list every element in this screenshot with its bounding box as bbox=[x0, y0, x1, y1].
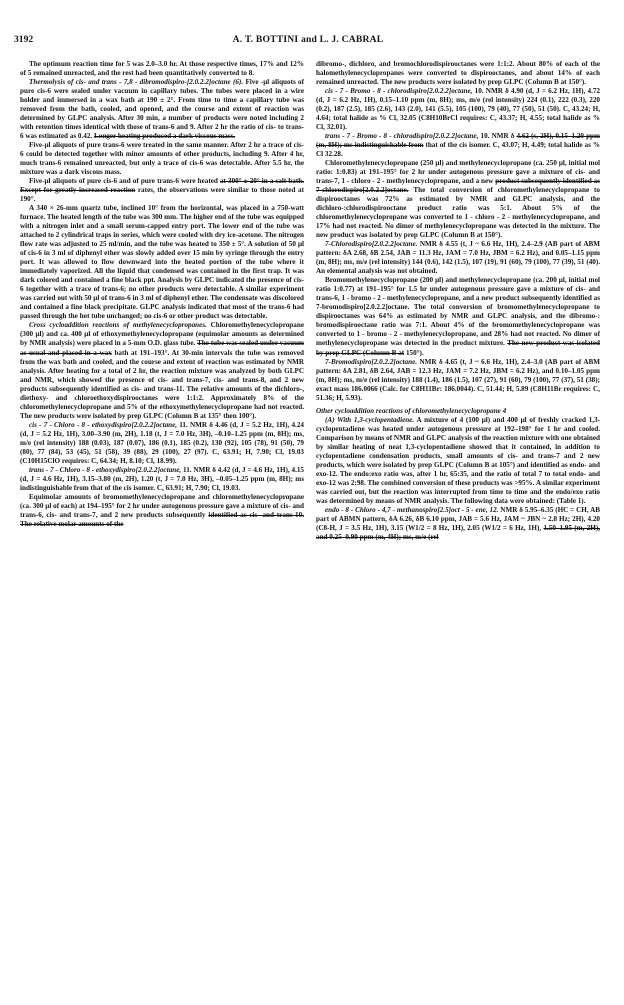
page-number: 3192 bbox=[14, 34, 34, 45]
paragraph bbox=[20, 493, 304, 529]
section-title: Thermolysis of cis- and trans - 7,8 - dibromodispiro-[2.0.2.2]octane (6). bbox=[29, 78, 244, 87]
running-head: A. T. BOTTINI and L. J. CABRAL bbox=[232, 34, 384, 45]
paragraph-body: 11. NMR δ 4.46 (d, J = 5.2 Hz, 1H), 4.24 (d, J = 5.2 Hz, 1H), 3.00–3.90 (m, 2H), 1.18 (t, J = 7.0 Hz, 3H), –0.10–1.25 ppm (m, 8H); ms, m/e (rel intensity) 188 (0.03), 187 (0.07), 186 (0.1), 185 (0.2), 130 (92), 105 (78), 91 (50), 79 (80), 77 (84), 53 (45), 51 (58), 39 (88), 29 (100), 27 (97). C, 63.91; H, 7.90; Cl, 19.03 (C10H15ClO requires: C, 64.34; H, 8.10; Cl, 18.99). bbox=[20, 420, 304, 465]
section-title: Other cycloaddition reactions of chloromethylenecyclopropane 4 bbox=[316, 406, 507, 415]
section-title: Cross cycloaddition reactions of methylenecyclopropanes. bbox=[29, 321, 207, 330]
struck-line: Longer heating produced a dark viscous mass. bbox=[94, 132, 236, 141]
paragraph-body: 10. NMR δ 4.90 (d, J = 6.2 Hz, 1H), 4.72 (d, J = 6.2 Hz, 1H), 0.15–1.10 ppm (m, 8H); ms, m/e (rel intensity) 224 (0.1), 222 (0.3), 220 (0.2), 187 (2.5), 185 (2.6), 143 (2.0), 141 (5.5), 105 (100), 79 (40), 77 (50), 51 (50). C, 43.24; H, 4.64; total halide as % Cl, 32.05 (C8H10BrCl requires: C, 43.37; H, 4.55; total halide as % Cl, 32.01). bbox=[316, 87, 600, 132]
paragraph bbox=[316, 506, 600, 542]
paragraph bbox=[20, 466, 304, 493]
compound-title: 7-Chlorodispiro[2.0.2.2]octane. bbox=[325, 240, 418, 249]
paragraph-body: NMR δ 4.55 (t, J ~ 6.6 Hz, 1H), 2.4–2.9 (AB part of ABM pattern: δA 2.68, δB 2.54, JAB = 11.3 Hz, JAM = 7.0 Hz, JBM = 6.2 Hz), and 0.05–1.15 ppm (m, 8H); ms, m/e (rel intensity) 144 (0.6), 142 (1.5), 107 (19), 91 (60), 79 (100), 77 (39), 51 (40). An elemental analysis was not obtained. bbox=[316, 240, 600, 276]
struck-line: The new product was isolated by prep GLPC (Column B at bbox=[316, 339, 600, 357]
paragraph-body: rates, the observations were similar to those noted at 190°. bbox=[20, 186, 304, 204]
page-header bbox=[14, 34, 602, 48]
struck-line: 1.50–1.95 (m, 2H), and 0.25–0.90 ppm (m, 4H); ms, m/e (rel bbox=[316, 523, 600, 541]
compound-title: trans - 7 - Chloro - 8 - ethoxydispiro[2.0.2.2]octane, bbox=[29, 465, 182, 474]
struck-line: 4.62 (s, 2H), 0.15–1.20 ppm (m, 8H); ms indistinguishable from bbox=[316, 132, 600, 150]
paragraph bbox=[316, 240, 600, 276]
paragraph-body: The total conversion of chloromethylenecyclopropane to dispirooctanes was 72% as estimated by NMR and GLPC analysis, and the dichloro-:chlorodispirooctane product ratio was 5:1. About 5% of the chloromethylenecyclopropane was converted to 1 - chloro - 2 - methylenecyclopropane, and 17% had not reacted. No dimer of methylenecyclopropane was detected in the mixture. The new product was isolated by prep GLPC (Column B at 150°). bbox=[316, 186, 600, 240]
paragraph bbox=[316, 132, 600, 159]
compound-title: cis - 7 - Bromo - 8 - chlorodispiro[2.0.2.2]octane, bbox=[325, 87, 473, 96]
paragraph-body: that of the cis isomer. C, 43.07; H, 4.49; total halide as % Cl 32.28. bbox=[316, 141, 600, 159]
left-column bbox=[20, 60, 304, 995]
paragraph bbox=[316, 358, 600, 403]
paragraph bbox=[316, 276, 600, 357]
struck-line: The tube was sealed under vacuum as usual and placed in a wax bbox=[20, 339, 304, 357]
paragraph bbox=[20, 78, 304, 141]
paragraph-body: 150°). bbox=[405, 348, 424, 357]
paragraph bbox=[316, 416, 600, 506]
paragraph-body: Bromomethylenecyclopropane (200 μl) and methylenecyclopropane (ca. 200 μl, initial mol ratio 1:0.77) at 191–195° for 1.5 hr under autogenous pressure gave a mixture of cis- and trans-6, 1 - bromo - 2 - methylenecyclopropane, and a new product subsequently identified as 7-bromodispiro[2.0.2.2]octane. The total conversion of bromomethylenecyclopropane to dispirooctanes was 64% as estimated by NMR and GLPC analysis, and the dibromo-: bromodispirooctane ratio was 7:1. About 4% of the bromomethylenecyclopropane was converted to 1 - bromo - 2 - methylenecyclopropane, and 28% had not reacted. No dimer of methylenecyclopropane was detected in the product mixture. bbox=[316, 276, 600, 348]
right-column bbox=[316, 60, 600, 995]
paragraph-body: A mixture of 4 (100 μl) and 400 μl of freshly cracked 1,3-cyclopentadiene was heated under autogenous pressure at 192–198° for 1 hr and cooled. Comparison by means of NMR and GLPC analysis of the reaction mixture with one obtained by similar heating of neat 1,3-cyclopentadiene showed that it contained, in addition to cyclopentadiene condensation products, small amounts of cis- and trans-7 and 2 new products, which were isolated by prep GLPC (Column B at 105°) and identified as endo- and exo-12. The endo:exo ratio was, after 1 hr, 65:35, and the ratio of total 7 to total endo- and exo-12 was 2:98. The combined conversion of these products was >95%. A similar experiment was carried out, but the reaction was interrupted from time to time and the endo/exo ratio was determined by means of NMR analysis. The following data were obtained: (Table 1). bbox=[316, 415, 600, 505]
compound-title: endo - 8 - Chloro - 4,7 - methanospiro[2.5]oct - 5 - ene, 12. bbox=[325, 505, 499, 514]
paragraph bbox=[20, 177, 304, 204]
paragraph-body: Chloromethylenecyclopropane (300 μl) and ca. 400 μl of ethoxymethylenecyclopropane (equimolar amounts as determined by NMR analysis) were placed in a 5-mm O.D. glass tube. bbox=[20, 321, 304, 348]
compound-title: trans - 7 - Bromo - 8 - chlorodispiro[2.0.2.2]octane, bbox=[325, 132, 479, 141]
struck-line: at 300° ± 20° in a salt bath. Except for greatly increased reaction bbox=[20, 177, 304, 195]
paragraph-body: Five -μl aliquots of pure cis-6 were sealed under vacuum in capillary tubes. The tubes were placed in a wire holder and immersed in a wax bath at 190 ± 2°. From time to time a capillary tube was removed from the bath, cooled, and opened, and the course and extent of reaction was determined by GLPC analysis. After 30 min, a number of products were noted including 2 with retention times identical with those of trans-6 and 9. After 2 hr the ratio of cis- to trans-6 was estimated as 0.42. bbox=[20, 78, 304, 141]
paragraph bbox=[20, 421, 304, 466]
paragraph: The optimum reaction time for 5 was 2.0–3.0 hr. At those respective times, 17% and 12% of 5 remained unreacted, and the rest had been quantitatively converted to 8. bbox=[20, 60, 304, 78]
paragraph: dibromo-, dichloro, and bromochlorodispirooctanes were 1:1:2. About 80% of each of the halomethylenecyclopropanes were converted to dispirooctanes, and about 14% of each remained unreacted. The new products were isolated by prep GLPC (Column B at 150°). bbox=[316, 60, 600, 87]
compound-title: cis - 7 - Chloro - 8 - ethoxydispiro[2.0.2.2]octane, bbox=[29, 420, 178, 429]
compound-title: 7-Bromodispiro[2.0.2.2]octane. bbox=[325, 357, 418, 366]
paragraph-body: 11. NMR δ 4.42 (d, J = 4.6 Hz, 1H), 4.15 (d, J = 4.6 Hz, 1H), 3.15–3.80 (m, 2H), 1.20 (t, J = 7.0 Hz, 3H), –0.05–1.25 ppm (m, 8H); ms indistinguishable from that of the cis isomer. C, 63.91; H, 7.90; Cl, 19.03. bbox=[20, 465, 304, 492]
paragraph-body: Equimolar amounts of bromomethylenecyclopropane and chloromethylenecyclopropane (ca. 300 μl of each) at 194–195° for 2 hr under autogenous pressure gave a mixture of cis- and trans-6, cis- and trans-7, and 2 new products subsequently bbox=[20, 492, 304, 519]
paragraph-body: 10. NMR δ bbox=[478, 132, 515, 141]
paragraph bbox=[316, 87, 600, 132]
paragraph bbox=[20, 321, 304, 420]
struck-line: product subsequently identified as 7-chlorodispiro[2.0.2.2]octane. bbox=[316, 177, 600, 195]
paragraph: A 340 × 26-mm quartz tube, inclined 10° from the horizontal, was placed in a 750-watt furnace. The heated length of the tube was 300 mm. The higher end of the tube was equipped with a nitrogen inlet and a small serum-capped entry port. The lower end of the tube was attached to 2 cylindrical traps in series, which were cooled with dry ice-acetone. The nitrogen flow rate was adjusted to 25 ml/min, and the tube was heated to 350 ± 5°. A solution of 50 μl of cis-6 in 3 ml of diphenyl ether was slowly added over 15 min by syringe through the entry port. It was allowed to flow downward into the heated portion of the tube where it immediately vaporized. All the liquid that condensed was contained in the first trap. It was dark colored and contained a fine black ppt. Analysis by GLPC indicated the presence of cis-6 together with a trace of trans-6; no other products were detectable. A similar experiment was carried out with 50 μl of trans-6 in 3 ml of diphenyl ether. The condensate was discolored and contained a fine black precipitate. GLPC analysis indicated that most of the trans-6 had passed through the hot tube unchanged; no cis-6 or other product was detectable. bbox=[20, 204, 304, 321]
paragraph-body: Five-μl aliquots of pure cis-6 and of pure trans-6 were heated bbox=[29, 177, 218, 186]
paragraph bbox=[316, 407, 600, 416]
paragraph-body: Chloromethylenecyclopropane (250 μl) and methylenecyclopropane (ca. 250 μl, initial mol ratio: 1:0.83) at 191–195° for 2 hr under autogenous pressure gave a mixture of cis- and trans-7, 1 - chloro - 2 - methylenecyclopropane, and a new bbox=[316, 159, 600, 186]
paragraph-body: bath at 191–193°. At 30-min intervals the tube was removed from the wax bath and cooled, and the course and extent of reaction was estimated by NMR analysis. After heating for a total of 2 hr, the reaction mixture was analyzed by both GLPC and NMR, which showed the presence of cis- and trans-7, cis- and trans-8, and 2 new products subsequently identified as cis- and trans-11. The relative amounts of the dichloro-, diethoxy- and chloroethoxydispirooctanes were 1:1:2. Approximately 8% of the chloromethylenecyclopropane and 5% of the ethoxymethylenecyclopropane had not reacted. The new products were isolated by prep GLPC (Column B at 135° then 100°). bbox=[20, 348, 304, 420]
subsection-title: (A) With 1,3-cyclopentadiene. bbox=[325, 415, 415, 424]
paragraph-body: NMR δ 5.95–6.35 (HC = CH, AB part of ABMN pattern, δA 6.26, δB 6.10 ppm, JAB = 5.6 Hz, JAM ~ JBN ~ 2.8 Hz; 2H), 4.20 (C8-H, J = 3.5 Hz, 1H), 3.15 (W1/2 = 8 Hz, 1H), 2.05 (W1/2 = 6 Hz, 1H), bbox=[316, 505, 600, 532]
paragraph: Five-μl aliquots of pure trans-6 were treated in the same manner. After 2 hr a trace of cis-6 could be detected together with minor amounts of other products, including 9. After 4 hr, much trans-6 remained unreacted, but only a trace of cis-6 was detectable. After 5.5 hr, the mixture was a dark viscous mass. bbox=[20, 141, 304, 177]
paragraph-body: NMR δ 4.65 (t, J ~ 6.6 Hz, 1H), 2.4–3.0 (AB part of ABM pattern: δA 2.81, δB 2.64, JAB = 12.3 Hz, JAM = 7.2 Hz, JBM = 6.2 Hz), and 0.10–1.05 ppm (m, 8H); ms, m/e (rel intensity) 188 (1.4), 186 (1.5), 107 (27), 91 (60), 79 (100), 77 (37), 51 (38); exact mass 186.0066 (Calc. for C8H11Br: 186.0044). C, 51.44; H, 5.89 (C8H11Br requires: C, 51.36; H, 5.93). bbox=[316, 357, 600, 402]
struck-line: identified as cis- and trans-10. The relative molar amounts of the bbox=[20, 510, 304, 528]
paragraph bbox=[316, 159, 600, 240]
